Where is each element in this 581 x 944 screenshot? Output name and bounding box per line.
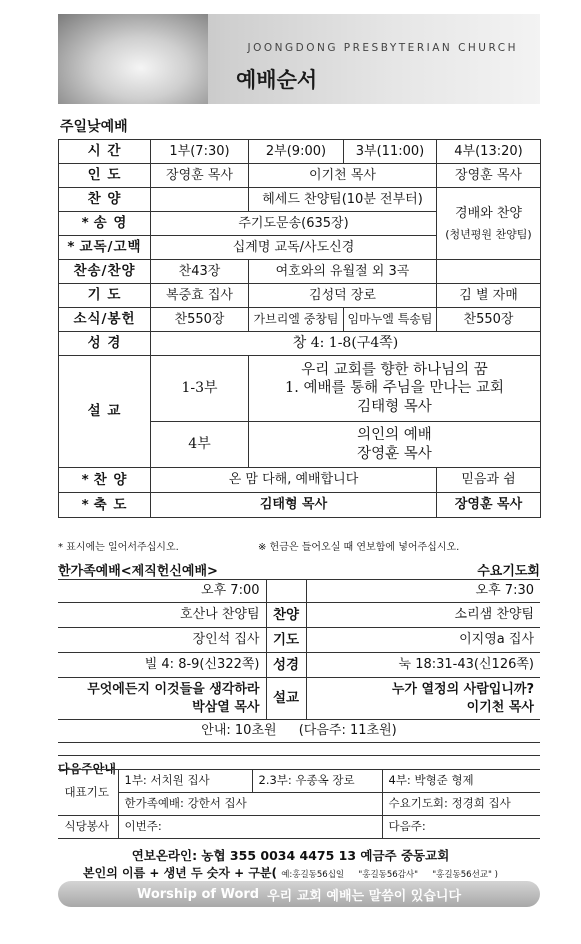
kitchen-this-week: 이번주: bbox=[118, 816, 382, 839]
time-4: 4부(13:20) bbox=[437, 140, 541, 164]
rep-prayer-23: 2.3부: 우종옥 장로 bbox=[252, 770, 382, 793]
evening-scripture-label: 성경 bbox=[266, 653, 306, 678]
family-prayer-next: 한가족예배: 강한서 집사 bbox=[118, 793, 382, 816]
evening-sermon-label: 설교 bbox=[266, 678, 306, 720]
family-sermon-title: 무엇에든지 이것들을 생각하라 bbox=[87, 681, 260, 697]
praise-label: 찬 양 bbox=[59, 188, 151, 212]
time-1: 1부(7:30) bbox=[151, 140, 249, 164]
guide-text: 안내: 10초원 bbox=[201, 723, 277, 739]
rep-prayer-label: 대표기도 bbox=[58, 770, 118, 816]
hymn-4-empty bbox=[437, 260, 541, 284]
scripture-label: 성 경 bbox=[59, 332, 151, 356]
song-value: 주기도문송(635장) bbox=[151, 212, 437, 236]
naming-example-1: 예:홍길동56십일 bbox=[281, 870, 345, 880]
guide-next: (다음주: 11초원) bbox=[298, 723, 397, 739]
family-service-title: 한가족예배<제직헌신예배> bbox=[58, 564, 218, 579]
closing-praise-label bbox=[59, 468, 151, 493]
rep-prayer-4: 4부: 박형준 형제 bbox=[382, 770, 540, 793]
wednesday-prayer-next: 수요기도회: 정경희 집사 bbox=[382, 793, 540, 816]
bible-photo bbox=[58, 14, 208, 104]
blessing-label bbox=[59, 493, 151, 518]
offering-1: 찬550장 bbox=[151, 308, 249, 332]
naming-example-2: "홍길동56감사" bbox=[358, 870, 419, 880]
praise-1-empty bbox=[151, 188, 249, 212]
praise-4 bbox=[437, 188, 541, 260]
footer-text: 우리 교회 예배는 말씀이 있습니다 bbox=[267, 888, 462, 904]
evening-praise-label: 찬양 bbox=[266, 603, 306, 628]
sermon-a-line2: 1. 예배를 통해 주님을 만나는 교회 bbox=[285, 380, 504, 397]
hymn-label: 찬송/찬양 bbox=[59, 260, 151, 284]
sermon-a-line1: 우리 교회를 향한 하나님의 꿈 bbox=[301, 362, 488, 379]
wednesday-prayer: 이지영a 집사 bbox=[306, 628, 540, 653]
sermon-a-preacher: 김태형 목사 bbox=[357, 398, 432, 415]
wednesday-sermon-preacher: 이기천 목사 bbox=[466, 699, 534, 715]
praise-4-title: 경배와 찬양 bbox=[455, 206, 522, 222]
standing-mark: * bbox=[81, 215, 90, 232]
leader-4: 장영훈 목사 bbox=[437, 164, 541, 188]
offering-2: 가브리엘 중창팀 bbox=[249, 308, 344, 332]
praise-4-sub: (청년평원 찬양팀) bbox=[445, 227, 532, 241]
family-prayer: 장인석 집사 bbox=[58, 628, 266, 653]
footer-worship: Worship of Word bbox=[136, 886, 260, 902]
family-scripture: 빌 4: 8-9(신322쪽) bbox=[58, 653, 266, 678]
header-banner bbox=[58, 14, 540, 104]
family-time: 오후 7:00 bbox=[58, 580, 266, 603]
time-3: 3부(11:00) bbox=[344, 140, 437, 164]
song-label bbox=[59, 212, 151, 236]
kitchen-label: 식당봉사 bbox=[58, 816, 118, 839]
hymn-23: 여호와의 유월절 외 3곡 bbox=[249, 260, 437, 284]
church-name: JOONGDONG PRESBYTERIAN CHURCH bbox=[247, 42, 518, 54]
sermon-a bbox=[249, 356, 541, 422]
standing-mark: * bbox=[81, 496, 90, 513]
wednesday-praise: 소리샘 찬양팀 bbox=[306, 603, 540, 628]
leader-23: 이기천 목사 bbox=[249, 164, 437, 188]
sermon-label: 설 교 bbox=[59, 356, 151, 468]
family-sermon-preacher: 박삼열 목사 bbox=[192, 699, 260, 715]
next-week-table bbox=[58, 769, 540, 839]
prayer-4: 김 별 자매 bbox=[437, 284, 541, 308]
offering-naming-guide bbox=[0, 864, 581, 881]
rep-prayer-1: 1부: 서치원 집사 bbox=[118, 770, 252, 793]
guide-row bbox=[58, 720, 540, 743]
sunday-order-table bbox=[58, 139, 541, 518]
scripture-value: 창 4: 1-8(구4쪽) bbox=[151, 332, 541, 356]
naming-example-3: "홍길동56선교" ) bbox=[432, 870, 498, 880]
offering-notice: ※ 헌금은 들어오실 때 연보함에 넣어주십시오. bbox=[258, 542, 460, 553]
footer-banner bbox=[58, 881, 540, 907]
sermon-b-preacher: 장영훈 목사 bbox=[357, 445, 432, 462]
sermon-a-part: 1-3부 bbox=[151, 356, 249, 422]
page-title: 예배순서 bbox=[236, 68, 318, 92]
praise-23: 헤세드 찬양팀(10분 전부터) bbox=[249, 188, 437, 212]
family-sermon bbox=[58, 678, 266, 720]
prayer-23: 김성덕 장로 bbox=[249, 284, 437, 308]
standing-mark: * bbox=[81, 471, 90, 488]
leader-1: 장영훈 목사 bbox=[151, 164, 249, 188]
wednesday-title: 수요기도회 bbox=[477, 564, 540, 579]
creed-label bbox=[59, 236, 151, 260]
sunday-title: 주일낮예배 bbox=[60, 119, 128, 135]
offering-3: 임마누엘 특송팀 bbox=[344, 308, 437, 332]
sermon-b-title: 의인의 예배 bbox=[357, 427, 432, 444]
closing-praise-4: 믿음과 쉼 bbox=[437, 468, 541, 493]
sermon-b bbox=[249, 422, 541, 468]
time-mid-empty bbox=[266, 580, 306, 603]
offering-label: 소식/봉헌 bbox=[59, 308, 151, 332]
blessing-label-text: 축 도 bbox=[93, 496, 128, 513]
blessing-13: 김태형 목사 bbox=[151, 493, 437, 518]
standing-notice: * 표시에는 일어서주십시오. bbox=[58, 542, 179, 553]
time-2: 2부(9:00) bbox=[249, 140, 344, 164]
blessing-4: 장영훈 목사 bbox=[437, 493, 541, 518]
evening-prayer-label: 기도 bbox=[266, 628, 306, 653]
time-label: 시 간 bbox=[59, 140, 151, 164]
creed-value: 십계명 교독/사도신경 bbox=[151, 236, 437, 260]
closing-praise-13: 온 맘 다해, 예배합니다 bbox=[151, 468, 437, 493]
next-week-title: 다음주안내 bbox=[58, 762, 116, 776]
wednesday-sermon bbox=[306, 678, 540, 720]
kitchen-next-week: 다음주: bbox=[382, 816, 540, 839]
wednesday-time: 오후 7:30 bbox=[306, 580, 540, 603]
offering-4: 찬550장 bbox=[437, 308, 541, 332]
creed-label-text: 교독/고백 bbox=[79, 239, 142, 256]
prayer-label: 기 도 bbox=[59, 284, 151, 308]
evening-order-table bbox=[58, 579, 540, 743]
family-praise: 호산나 찬양팀 bbox=[58, 603, 266, 628]
naming-guide-text: 본인의 이름 + 생년 두 숫자 + 구분( bbox=[83, 866, 277, 880]
song-label-text: 송 영 bbox=[93, 215, 128, 232]
online-offering-info: 연보온라인: 농협 355 0034 4475 13 예금주 중동교회 bbox=[131, 848, 450, 863]
prayer-1: 복중효 집사 bbox=[151, 284, 249, 308]
leader-label: 인 도 bbox=[59, 164, 151, 188]
standing-mark: * bbox=[67, 239, 76, 256]
sermon-b-part: 4부 bbox=[151, 422, 249, 468]
wednesday-scripture: 눅 18:31-43(신126쪽) bbox=[306, 653, 540, 678]
wednesday-sermon-title: 누가 열정의 사람입니까? bbox=[391, 681, 534, 697]
hymn-1: 찬43장 bbox=[151, 260, 249, 284]
closing-praise-label-text: 찬 양 bbox=[93, 471, 128, 488]
